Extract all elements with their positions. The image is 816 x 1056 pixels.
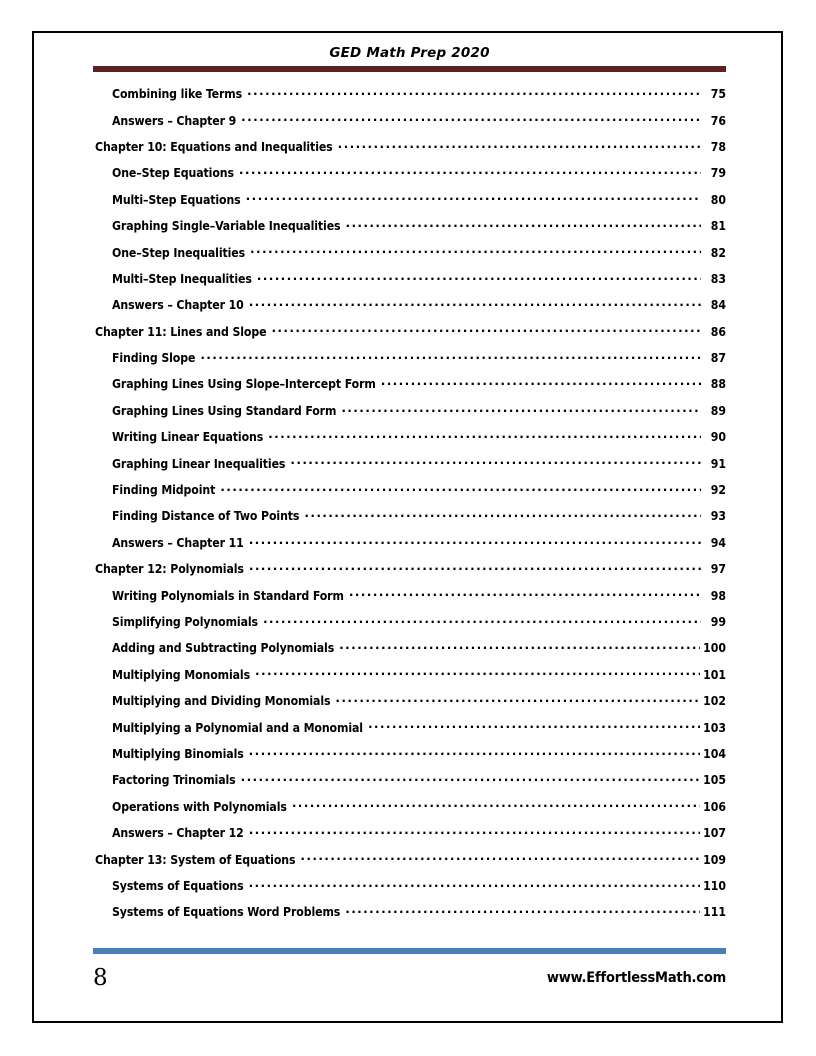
toc-dot-leader	[249, 561, 701, 573]
toc-section-entry[interactable]	[93, 165, 726, 191]
toc-dot-leader	[220, 482, 701, 494]
toc-dot-leader	[339, 640, 700, 652]
running-header-title: GED Math Prep 2020	[329, 45, 490, 61]
toc-dot-leader	[249, 878, 701, 890]
toc-entry-label: Finding Distance of Two Points	[112, 509, 300, 524]
toc-dot-leader	[249, 746, 700, 758]
toc-section-entry[interactable]	[93, 693, 726, 719]
toc-entry-page-number: 80	[710, 192, 726, 207]
toc-entry-label: Factoring Trinomials	[112, 773, 236, 788]
toc-dot-leader	[249, 535, 701, 547]
toc-dot-leader	[250, 244, 701, 256]
toc-dot-leader	[345, 218, 701, 230]
toc-entry-page-number: 105	[703, 773, 726, 788]
toc-entry-page-number: 75	[710, 87, 726, 102]
toc-dot-leader	[338, 139, 701, 151]
toc-section-entry[interactable]	[93, 403, 726, 429]
toc-entry-page-number: 94	[710, 535, 726, 550]
toc-section-entry[interactable]	[93, 86, 726, 112]
toc-entry-label: Chapter 11: Lines and Slope	[95, 324, 267, 339]
toc-entry-label: Graphing Lines Using Slope–Intercept Form	[112, 377, 376, 392]
toc-entry-label: Operations with Polynomials	[112, 799, 287, 814]
footer-website-link[interactable]: www.EffortlessMath.com	[546, 969, 726, 986]
toc-section-entry[interactable]	[93, 376, 726, 402]
toc-entry-page-number: 103	[703, 720, 726, 735]
toc-dot-leader	[345, 904, 700, 916]
toc-section-entry[interactable]	[93, 799, 726, 825]
toc-entry-page-number: 101	[703, 667, 726, 682]
toc-entry-label: Simplifying Polynomials	[112, 615, 258, 629]
toc-entry-label: Multiplying and Dividing Monomials	[112, 694, 331, 709]
toc-entry-page-number: 93	[710, 509, 726, 524]
toc-section-entry[interactable]	[93, 508, 726, 534]
toc-entry-label: Multiplying a Polynomial and a Monomial	[112, 720, 363, 735]
toc-entry-page-number: 107	[703, 826, 726, 841]
toc-entry-page-number: 111	[703, 905, 726, 920]
page-footer	[93, 948, 726, 993]
toc-entry-page-number: 90	[710, 430, 726, 445]
toc-entry-label: Finding Midpoint	[112, 483, 216, 498]
toc-section-entry[interactable]	[93, 825, 726, 851]
toc-entry-label: Adding and Subtracting Polynomials	[112, 641, 335, 656]
toc-dot-leader	[349, 587, 701, 599]
toc-dot-leader	[247, 86, 701, 98]
toc-section-entry[interactable]	[93, 719, 726, 745]
toc-section-entry[interactable]	[93, 192, 726, 218]
toc-entry-label: Graphing Single–Variable Inequalities	[112, 219, 341, 234]
toc-section-entry[interactable]	[93, 429, 726, 455]
toc-entry-page-number: 79	[710, 166, 726, 181]
toc-chapter-entry[interactable]	[93, 851, 726, 877]
toc-entry-page-number: 104	[703, 746, 726, 761]
page-content-column	[93, 45, 726, 931]
toc-entry-label: Systems of Equations Word Problems	[112, 905, 341, 920]
toc-section-entry[interactable]	[93, 667, 726, 693]
toc-entry-page-number: 78	[710, 139, 726, 154]
toc-entry-label: Chapter 13: System of Equations	[95, 852, 296, 867]
printed-page-frame	[32, 31, 783, 1023]
toc-section-entry[interactable]	[93, 455, 726, 481]
toc-entry-label: Graphing Linear Inequalities	[112, 456, 286, 471]
toc-section-entry[interactable]	[93, 904, 726, 930]
toc-section-entry[interactable]	[93, 640, 726, 666]
toc-entry-page-number: 97	[710, 562, 726, 577]
toc-dot-leader	[335, 693, 700, 705]
toc-chapter-entry[interactable]	[93, 561, 726, 587]
footer-divider-rule	[93, 948, 726, 954]
toc-entry-page-number: 88	[710, 377, 726, 392]
toc-dot-leader	[249, 297, 701, 309]
toc-entry-label: Writing Polynomials in Standard Form	[112, 588, 344, 603]
toc-chapter-entry[interactable]	[93, 139, 726, 165]
toc-dot-leader	[381, 376, 701, 388]
toc-entry-label: One–Step Inequalities	[112, 245, 246, 260]
toc-entry-label: Chapter 10: Equations and Inequalities	[95, 139, 333, 154]
toc-entry-page-number: 84	[710, 298, 726, 313]
toc-dot-leader	[249, 825, 700, 837]
toc-entry-label: Multi–Step Inequalities	[112, 271, 252, 286]
toc-entry-page-number: 91	[710, 456, 726, 471]
header-divider-rule	[93, 66, 726, 72]
toc-dot-leader	[290, 455, 701, 467]
toc-entry-label: Answers – Chapter 10	[112, 298, 244, 313]
toc-dot-leader	[200, 350, 701, 362]
toc-dot-leader	[241, 772, 701, 784]
toc-section-entry[interactable]	[93, 218, 726, 244]
toc-entry-page-number: 87	[710, 351, 726, 366]
toc-entry-page-number: 102	[703, 694, 726, 709]
toc-section-entry[interactable]	[93, 587, 726, 613]
toc-dot-leader	[341, 403, 701, 415]
toc-dot-leader	[263, 614, 701, 626]
toc-entry-label: Multiplying Binomials	[112, 746, 244, 761]
toc-entry-page-number: 81	[710, 219, 726, 234]
toc-dot-leader	[368, 719, 700, 731]
table-of-contents	[93, 86, 726, 931]
toc-entry-page-number: 89	[710, 403, 726, 418]
toc-section-entry[interactable]	[93, 244, 726, 270]
toc-entry-page-number: 99	[710, 615, 726, 629]
toc-section-entry[interactable]	[93, 112, 726, 138]
toc-entry-label: Answers – Chapter 12	[112, 826, 244, 841]
toc-entry-label: Graphing Lines Using Standard Form	[112, 403, 337, 418]
toc-dot-leader	[241, 112, 701, 124]
toc-entry-label: Finding Slope	[112, 351, 196, 366]
toc-entry-page-number: 109	[703, 852, 726, 867]
toc-section-entry[interactable]	[93, 535, 726, 561]
toc-dot-leader	[292, 799, 700, 811]
toc-dot-leader	[271, 324, 701, 336]
toc-entry-page-number: 92	[710, 483, 726, 498]
toc-entry-page-number: 83	[710, 271, 726, 286]
footer-row	[93, 963, 726, 993]
toc-entry-label: Answers – Chapter 11	[112, 535, 244, 550]
toc-entry-page-number: 76	[710, 113, 726, 128]
toc-entry-label: Chapter 12: Polynomials	[95, 562, 244, 577]
toc-dot-leader	[257, 271, 701, 283]
toc-dot-leader	[304, 508, 701, 520]
toc-entry-page-number: 100	[703, 641, 726, 656]
toc-section-entry[interactable]	[93, 297, 726, 323]
toc-dot-leader	[255, 667, 700, 679]
toc-section-entry[interactable]	[93, 614, 726, 640]
toc-entry-label: Multi–Step Equations	[112, 192, 241, 207]
toc-entry-label: Systems of Equations	[112, 878, 244, 893]
toc-section-entry[interactable]	[93, 482, 726, 508]
footer-page-number: 8	[93, 964, 108, 991]
toc-entry-label: Combining like Terms	[112, 87, 243, 102]
toc-section-entry[interactable]	[93, 746, 726, 772]
toc-entry-label: Answers – Chapter 9	[112, 113, 237, 128]
toc-section-entry[interactable]	[93, 350, 726, 376]
toc-dot-leader	[239, 165, 701, 177]
toc-entry-label: Multiplying Monomials	[112, 667, 251, 682]
toc-entry-label: Writing Linear Equations	[112, 430, 264, 445]
toc-entry-page-number: 86	[710, 324, 726, 339]
toc-section-entry[interactable]	[93, 772, 726, 798]
toc-section-entry[interactable]	[93, 271, 726, 297]
toc-entry-page-number: 82	[710, 245, 726, 260]
toc-entry-label: One–Step Equations	[112, 166, 234, 181]
toc-section-entry[interactable]	[93, 878, 726, 904]
toc-entry-page-number: 106	[703, 799, 726, 814]
toc-chapter-entry[interactable]	[93, 324, 726, 350]
toc-dot-leader	[300, 851, 700, 863]
toc-entry-page-number: 110	[703, 878, 726, 893]
toc-dot-leader	[268, 429, 701, 441]
toc-entry-page-number: 98	[710, 588, 726, 603]
toc-dot-leader	[246, 192, 701, 204]
